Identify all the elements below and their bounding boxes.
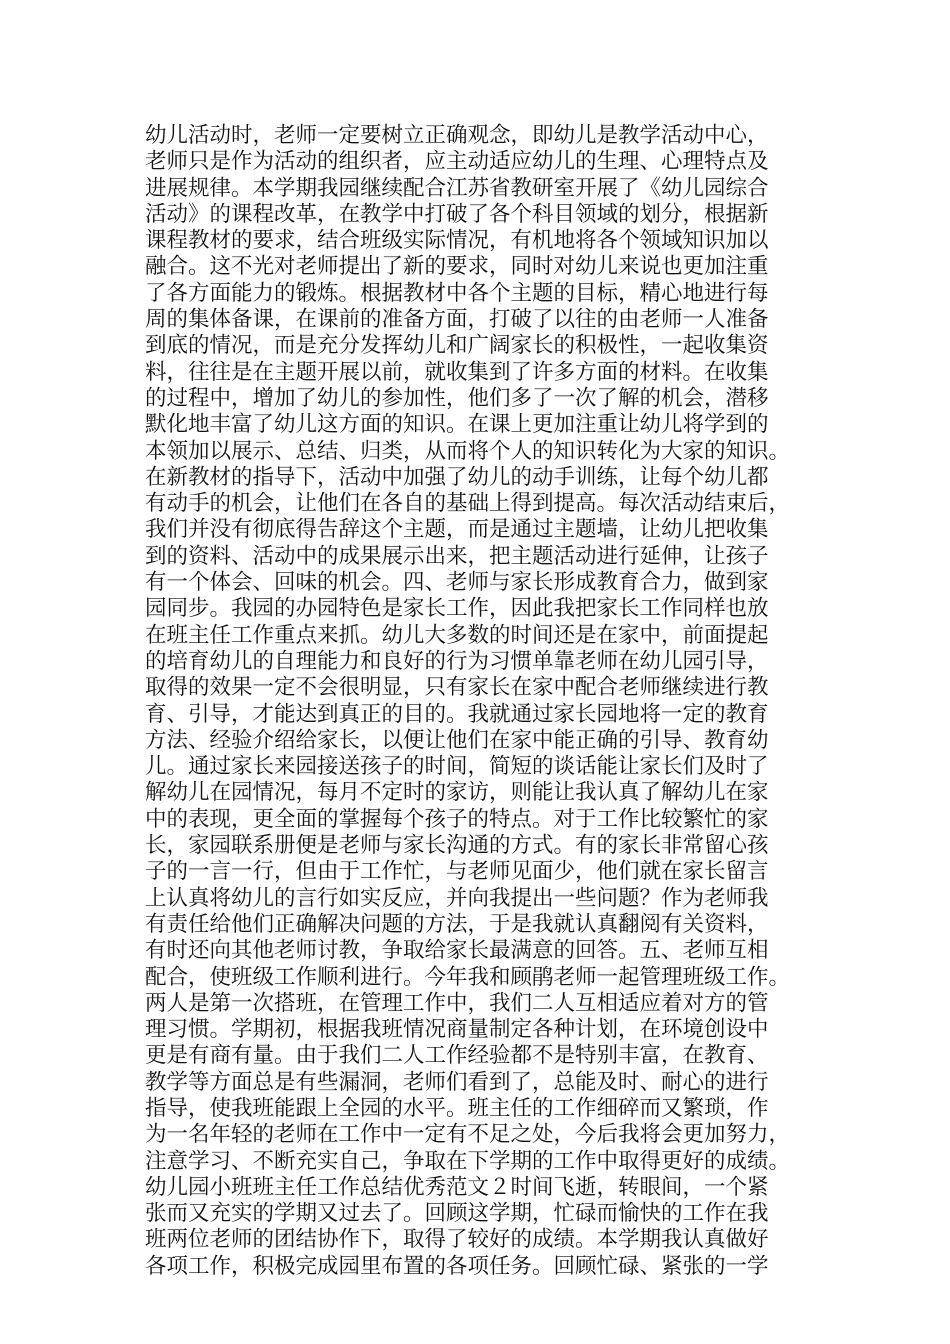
text-line: 有时还向其他老师讨教，争取给家长最满意的回答。五、老师互相: [145, 938, 769, 964]
text-line: 配合，使班级工作顺利进行。今年我和顾鹃老师一起管理班级工作。: [145, 964, 791, 990]
text-line: 子的一言一行，但由于工作忙，与老师见面少，他们就在家长留言: [145, 859, 769, 885]
text-line: 本领加以展示、总结、归类，从而将个人的知识转化为大家的知识。: [145, 438, 791, 464]
text-line: 周的集体备课，在课前的准备方面，打破了以往的由老师一人准备: [145, 307, 769, 333]
text-line: 方法、经验介绍给家长，以便让他们在家中能正确的引导、教育幼: [145, 727, 769, 753]
text-line: 料，往往是在主题开展以前，就收集到了许多方面的材料。在收集: [145, 359, 769, 385]
text-line: 了各方面能力的锻炼。根据教材中各个主题的目标，精心地进行每: [145, 280, 769, 306]
text-line: 有责任给他们正确解决问题的方法，于是我就认真翻阅有关资料，: [145, 911, 769, 937]
text-line: 两人是第一次搭班，在管理工作中，我们二人互相适应着对方的管: [145, 990, 769, 1016]
text-line: 到底的情况，而是充分发挥幼儿和广阔家长的积极性，一起收集资: [145, 333, 769, 359]
text-line: 有动手的机会，让他们在各自的基础上得到提高。每次活动结束后，: [145, 491, 791, 517]
text-line: 中的表现，更全面的掌握每个孩子的特点。对于工作比较繁忙的家: [145, 806, 769, 832]
text-line: 老师只是作为活动的组织者，应主动适应幼儿的生理、心理特点及: [145, 149, 769, 175]
text-line: 长，家园联系册便是老师与家长沟通的方式。有的家长非常留心孩: [145, 833, 769, 859]
text-line: 各项工作，积极完成园里布置的各项任务。回顾忙碌、紧张的一学: [145, 1253, 769, 1279]
text-line: 在新教材的指导下，活动中加强了幼儿的动手训练，让每个幼儿都: [145, 464, 769, 490]
text-line: 为一名年轻的老师在工作中一定有不足之处，今后我将会更加努力，: [145, 1122, 791, 1148]
text-line: 上认真将幼儿的言行如实反应，并向我提出一些问题？作为老师我: [145, 885, 769, 911]
text-line: 课程教材的要求，结合班级实际情况，有机地将各个领域知识加以: [145, 228, 769, 254]
text-line: 有一个体会、回味的机会。四、老师与家长形成教育合力，做到家: [145, 570, 769, 596]
text-line: 育、引导，才能达到真正的目的。我就通过家长园地将一定的教育: [145, 701, 769, 727]
text-line: 在班主任工作重点来抓。幼儿大多数的时间还是在家中，前面提起: [145, 622, 769, 648]
text-line: 默化地丰富了幼儿这方面的知识。在课上更加注重让幼儿将学到的: [145, 412, 769, 438]
text-line: 教学等方面总是有些漏洞，老师们看到了，总能及时、耐心的进行: [145, 1069, 769, 1095]
body-text: [145, 123, 825, 1280]
text-line: 取得的效果一定不会很明显，只有家长在家中配合老师继续进行教: [145, 675, 769, 701]
text-line: 我们并没有彻底得告辞这个主题，而是通过主题墙，让幼儿把收集: [145, 517, 769, 543]
text-line: 理习惯。学期初，根据我班情况商量制定各种计划，在环境创设中: [145, 1017, 769, 1043]
text-line: 幼儿园小班班主任工作总结优秀范文２时间飞逝，转眼间，一个紧: [145, 1174, 769, 1200]
text-line: 更是有商有量。由于我们二人工作经验都不是特别丰富，在教育、: [145, 1043, 769, 1069]
text-line: 融合。这不光对老师提出了新的要求，同时对幼儿来说也更加注重: [145, 254, 769, 280]
text-line: 幼儿活动时，老师一定要树立正确观念，即幼儿是教学活动中心，: [145, 123, 769, 148]
text-line: 进展规律。本学期我园继续配合江苏省教研室开展了《幼儿园综合: [145, 175, 769, 201]
text-line: 解幼儿在园情况，每月不定时的家访，则能让我认真了解幼儿在家: [145, 780, 769, 806]
text-line: 张而又充实的学期又过去了。回顾这学期，忙碌而愉快的工作在我: [145, 1201, 769, 1227]
text-line: 指导，使我班能跟上全园的水平。班主任的工作细碎而又繁琐，作: [145, 1095, 769, 1121]
text-line: 园同步。我园的办园特色是家长工作，因此我把家长工作同样也放: [145, 596, 769, 622]
text-line: 注意学习、不断充实自己，争取在下学期的工作中取得更好的成绩。: [145, 1148, 791, 1174]
text-line: 到的资料、活动中的成果展示出来，把主题活动进行延伸，让孩子: [145, 543, 769, 569]
text-line: 的过程中，增加了幼儿的参加性，他们多了一次了解的机会，潜移: [145, 385, 769, 411]
text-line: 的培育幼儿的自理能力和良好的行为习惯单靠老师在幼儿园引导，: [145, 648, 769, 674]
text-line: 班两位老师的团结协作下，取得了较好的成绩。本学期我认真做好: [145, 1227, 769, 1253]
text-line: 活动》的课程改革，在教学中打破了各个科目领域的划分，根据新: [145, 201, 769, 227]
text-line: 儿。通过家长来园接送孩子的时间，简短的谈话能让家长们及时了: [145, 754, 769, 780]
